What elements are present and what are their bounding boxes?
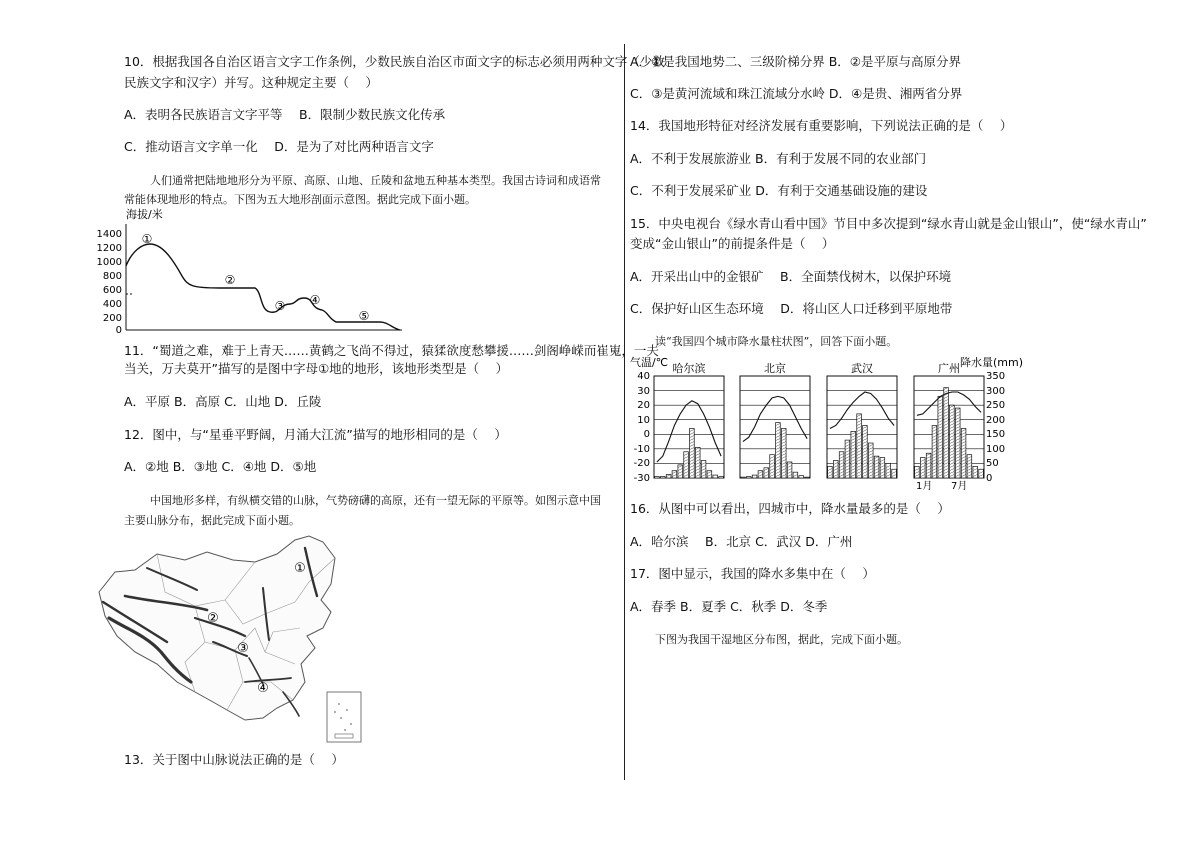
- precip-bar: [752, 475, 757, 478]
- intro-mountains-line1: 中国地形多样，有纵横交错的山脉，气势磅礴的高原，还有一望无际的平原等。如图示意中国: [150, 494, 601, 507]
- precip-bar: [655, 477, 660, 478]
- city-label: 哈尔滨: [672, 362, 706, 375]
- tick-200: 200: [102, 313, 122, 324]
- q13-options-ab: A．①是我国地势二、三级阶梯分界 B．②是平原与高原分界: [630, 54, 962, 69]
- q16-stem: 16．从图中可以看出，四城市中，降水量最多的是（ ）: [630, 501, 950, 516]
- temp-tick-30: 30: [637, 386, 650, 397]
- precip-tick-50: 50: [986, 458, 999, 469]
- q16-options: A．哈尔滨 B．北京 C．武汉 D．广州: [630, 534, 853, 549]
- q10-options-cd: C．推动语言文字单一化 D．是为了对比两种语言文字: [124, 139, 434, 154]
- city-label: 北京: [764, 362, 786, 375]
- city-panel-1: [654, 361, 724, 478]
- temp-tick-10: 10: [637, 415, 650, 426]
- q14-options-ab: A．不利于发展旅游业 B．有利于发展不同的农业部门: [630, 151, 927, 166]
- q10-options-ab: A．表明各民族语言文字平等 B．限制少数民族文化传承: [124, 107, 446, 122]
- map-marker-3: ③: [237, 641, 249, 656]
- precip-bar: [660, 477, 665, 478]
- precip-tick-0: 0: [986, 473, 993, 484]
- q14-options-cd: C．不利于发展采矿业 D．有利于交通基础设施的建设: [630, 183, 928, 198]
- q12-options: A．②地 B．③地 C．④地 D．⑤地: [124, 459, 317, 474]
- panel-frame: [740, 376, 810, 478]
- tick-0: 0: [115, 325, 122, 336]
- tick-1000: 1000: [96, 257, 122, 268]
- map-marker-1: ①: [294, 561, 306, 576]
- city-label: 武汉: [851, 362, 873, 375]
- temp-axis-label: 气温/℃: [630, 356, 669, 369]
- marker-4: ④: [309, 293, 321, 307]
- temp-tick-m10: -10: [633, 444, 650, 455]
- precip-ticks: [986, 371, 1005, 484]
- precip-tick-200: 200: [986, 415, 1006, 426]
- precip-bar: [746, 477, 751, 478]
- temp-tick-0: 0: [643, 429, 650, 440]
- map-marker-2: ②: [207, 611, 219, 626]
- profile-ticks: [97, 229, 122, 336]
- q15-options-ab: A．开采出山中的金银矿 B．全面禁伐树木，以保护环境: [630, 269, 952, 284]
- intro-climate: 读“我国四个城市降水量柱状图”，回答下面小题。: [655, 335, 898, 348]
- precip-bar: [805, 477, 810, 478]
- q11-options: A．平原 B．高原 C．山地 D．丘陵: [124, 394, 322, 409]
- temp-ticks: [634, 371, 650, 484]
- month-label-jan: 1月: [916, 481, 933, 492]
- marker-5: ⑤: [358, 309, 370, 323]
- climate-charts-figure: [624, 352, 1024, 492]
- marker-3: ③: [274, 299, 286, 313]
- terrain-profile-figure: [96, 206, 410, 336]
- q17-stem: 17．图中显示，我国的降水多集中在（ ）: [630, 566, 875, 581]
- temp-tick-20: 20: [637, 400, 650, 411]
- intro-mountains-line2: 主要山脉分布，据此完成下面小题。: [124, 514, 300, 527]
- intro-terrain-line1: 人们通常把陆地地形分为平原、高原、山地、丘陵和盆地五种基本类型。我国古诗词和成语常: [150, 174, 601, 187]
- precip-tick-100: 100: [986, 444, 1006, 455]
- q14-stem: 14．我国地形特征对经济发展有重要影响，下列说法正确的是（ ）: [630, 118, 1013, 133]
- precip-bar: [713, 475, 718, 478]
- panel-frame: [654, 376, 724, 478]
- precip-tick-250: 250: [986, 400, 1006, 411]
- tick-1200: 1200: [96, 243, 122, 254]
- temp-tick-40: 40: [637, 371, 650, 382]
- month-labels: [916, 480, 967, 492]
- precip-bar: [793, 472, 798, 478]
- marker-1: ①: [141, 232, 153, 246]
- q13-stem: 13．关于图中山脉说法正确的是（ ）: [124, 752, 344, 767]
- precip-tick-300: 300: [986, 386, 1006, 397]
- q10-stem-line2: 民族文字和汉字）并写。这种规定主要（ ）: [124, 75, 378, 90]
- city-panels: [654, 361, 984, 478]
- q17-options: A．春季 B．夏季 C．秋季 D．冬季: [630, 599, 828, 614]
- city-panel-3: [827, 361, 897, 478]
- precip-bar: [684, 452, 689, 478]
- q15-stem-line2: 变成“金山银山”的前提条件是（ ）: [630, 236, 835, 251]
- intro-dry-wet: 下图为我国干湿地区分布图，据此，完成下面小题。: [655, 633, 908, 646]
- month-label-jul: 7月: [951, 481, 968, 492]
- city-panel-4: [914, 361, 984, 478]
- profile-markers: [142, 232, 370, 323]
- marker-2: ②: [224, 273, 236, 287]
- tick-600: 600: [102, 285, 122, 296]
- precip-bar: [839, 452, 844, 478]
- temp-tick-m20: -20: [633, 458, 650, 469]
- q11-stem-line1: 11．“蜀道之难，难于上青天……黄鹤之飞尚不得过，猿猱欲度愁攀援……剑阁峥嵘而崔嵬，一夫: [124, 343, 659, 358]
- precip-axis-label: 降水量(mm): [960, 356, 1024, 369]
- q15-options-cd: C．保护好山区生态环境 D．将山区人口迁移到平原地带: [630, 301, 953, 316]
- q10-stem-line1: 10．根据我国各自治区语言文字工作条例，少数民族自治区市面文字的标志必须用两种文字（少数: [124, 54, 665, 69]
- q12-stem: 12．图中，与“星垂平野阔，月涌大江流”描写的地形相同的是（ ）: [124, 427, 507, 442]
- q13-options-cd: C．③是黄河流域和珠江流域分水岭 D．④是贵、湘两省分界: [630, 86, 963, 101]
- south-sea-inset: [327, 692, 361, 742]
- precip-bar: [741, 477, 746, 478]
- intro-terrain-line2: 常能体现地形的特点。下图为五大地形剖面示意图。据此完成下面小题。: [124, 193, 476, 206]
- precip-bar: [719, 477, 724, 478]
- map-marker-4: ④: [257, 681, 269, 696]
- q11-stem-line2: 当关，万夫莫开”描写的是图中字母①地的地形，该地形类型是（ ）: [124, 361, 509, 376]
- profile-ylabel: 海拔/米: [126, 208, 163, 221]
- temp-tick-m30: -30: [633, 473, 650, 484]
- tick-400: 400: [102, 299, 122, 310]
- precip-tick-350: 350: [986, 371, 1006, 382]
- tick-1400: 1400: [96, 229, 122, 240]
- city-label: 广州: [938, 362, 960, 375]
- china-mountains-map: [95, 532, 395, 747]
- precip-bar: [979, 469, 984, 478]
- q15-stem-line1: 15．中央电视台《绿水青山看中国》节目中多次提到“绿水青山就是金山银山”，使“绿水青山”: [630, 216, 1147, 231]
- city-panel-2: [740, 361, 810, 478]
- precip-bar: [799, 476, 804, 478]
- precip-bar: [892, 469, 897, 478]
- precip-tick-150: 150: [986, 429, 1006, 440]
- tick-800: 800: [102, 271, 122, 282]
